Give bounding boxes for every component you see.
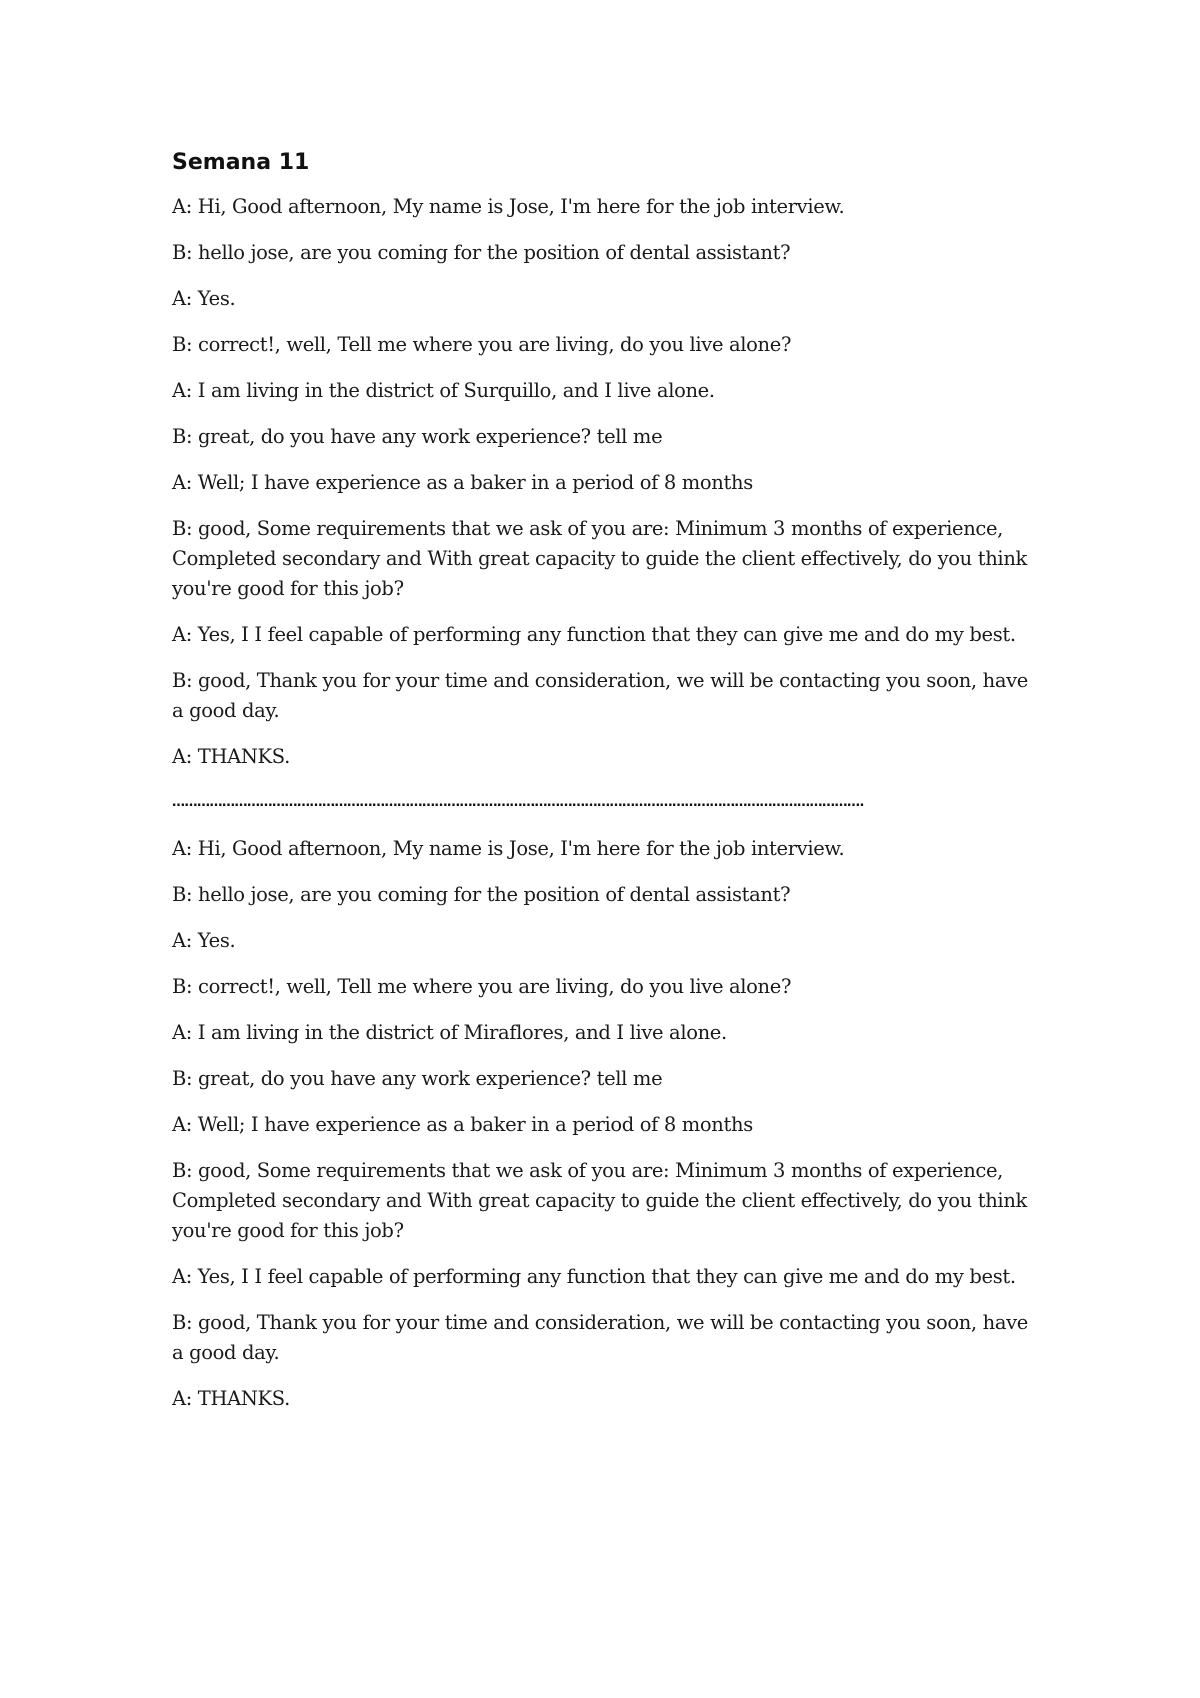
dialogue-line: A: Hi, Good afternoon, My name is Jose, I'm here for the job interview. (172, 195, 845, 218)
dialogue-line: A: I am living in the district of Surquillo, and I live alone. (172, 379, 715, 402)
dialogue-line: A: Yes, I I feel capable of performing any function that they can give me and do my best. (172, 623, 1016, 646)
dialogue-line: A: THANKS. (172, 1387, 290, 1410)
dialogue-line: A: Yes. (172, 929, 236, 952)
dialogue-line: A: THANKS. (172, 745, 290, 768)
dialogue-line: B: good, Some requirements that we ask of you are: Minimum 3 months of experience, Completed secondary and With great capacity to guide the client effectively, do you think you're good for this job? (172, 1159, 1027, 1242)
dialogue-line: A: Yes, I I feel capable of performing any function that they can give me and do my best. (172, 1265, 1016, 1288)
dialogue-line: A: Well; I have experience as a baker in a period of 8 months (172, 471, 753, 494)
dialogue-line: B: good, Thank you for your time and consideration, we will be contacting you soon, have a good day. (172, 669, 1028, 722)
dialogue-line: B: correct!, well, Tell me where you are living, do you live alone? (172, 975, 792, 998)
dialogue-line: A: Yes. (172, 287, 236, 310)
dialogue-line: B: great, do you have any work experience? tell me (172, 1067, 663, 1090)
dialogue-line: A: Well; I have experience as a baker in a period of 8 months (172, 1113, 753, 1136)
dialogue-line: B: good, Some requirements that we ask of you are: Minimum 3 months of experience, Completed secondary and With great capacity to guide the client effectively, do you think you're good for this job? (172, 517, 1027, 600)
dialogue-line: A: I am living in the district of Miraflores, and I live alone. (172, 1021, 727, 1044)
dialogue-line: B: good, Thank you for your time and consideration, we will be contacting you soon, have a good day. (172, 1311, 1028, 1364)
dotted-separator: …………………………………………………………………………………………………………………………………………………. (172, 795, 864, 810)
dialogue-line: B: hello jose, are you coming for the position of dental assistant? (172, 241, 791, 264)
dialogue-line: A: Hi, Good afternoon, My name is Jose, I'm here for the job interview. (172, 837, 845, 860)
dialogue-line: B: great, do you have any work experience? tell me (172, 425, 663, 448)
dialogue-2 (172, 834, 1042, 1414)
page-title: Semana 11 (172, 150, 310, 175)
document-body (172, 148, 1042, 1430)
dialogue-line: B: hello jose, are you coming for the position of dental assistant? (172, 883, 791, 906)
dialogue-line: B: correct!, well, Tell me where you are living, do you live alone? (172, 333, 792, 356)
dialogue-1 (172, 192, 1042, 772)
